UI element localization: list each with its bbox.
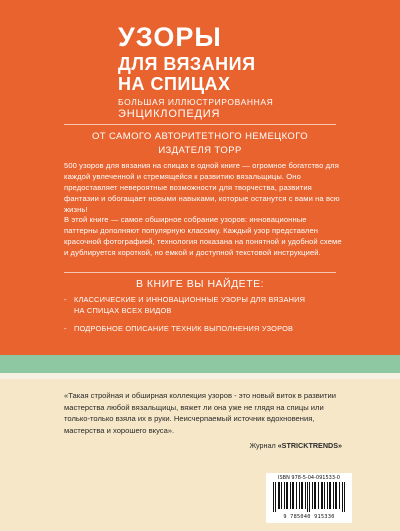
barcode-number: 9 785040 915330: [283, 514, 335, 520]
list-dash: -: [64, 295, 67, 304]
book-title: [118, 24, 288, 120]
review-attribution: [249, 441, 342, 450]
title-line-2: ДЛЯ ВЯЗАНИЯ: [118, 54, 256, 74]
green-stripe: [0, 355, 400, 373]
publisher-tagline: [60, 130, 340, 158]
list-dash: -: [64, 324, 67, 333]
subtitle-line-1: БОЛЬШАЯ ИЛЛЮСТРИРОВАННАЯ: [118, 97, 274, 107]
attribution-source: «STRICKTRENDS»: [277, 441, 342, 450]
publisher-line-1: ОТ САМОГО АВТОРИТЕТНОГО НЕМЕЦКОГО: [91, 131, 309, 142]
feature-item-2-line-1: ПОДРОБНОЕ ОПИСАНИЕ ТЕХНИК ВЫПОЛНЕНИЯ УЗОРОВ: [74, 324, 294, 333]
feature-item-1-line-1: КЛАССИЧЕСКИЕ И ИННОВАЦИОННЫЕ УЗОРЫ ДЛЯ ВЯЗАНИЯ: [74, 295, 306, 304]
description-paragraph-2: В этой книге — самое обширное собрание узоров: инновационные паттерны дополняют популярную классику. Каждый узор представлен красочной фотографией, технология показана на понятной и удобной схеме и дублируется короткой, но емкой и доступной текстовой инструкцией.: [64, 215, 342, 257]
features-heading: В КНИГЕ ВЫ НАЙДЕТЕ:: [135, 278, 265, 290]
attribution-prefix: Журнал: [249, 441, 278, 450]
review-quote: «Такая стройная и обширная коллекция узоров - это новый виток в развитии мастерства любой вязальщицы, вяжет ли она уже не глядя на спицы или только-только взяла их в руки. Неисчерпаемый источник вдохновения, мастерства и хорошего вкуса».: [64, 391, 336, 435]
divider-top: [64, 124, 336, 125]
isbn-label: ISBN 978-5-04-091533-0: [278, 475, 340, 481]
barcode: [266, 473, 352, 523]
feature-item-1-line-2: НА СПИЦАХ ВСЕХ ВИДОВ: [74, 306, 172, 315]
feature-list-item: [64, 323, 344, 334]
divider-middle: [64, 272, 336, 273]
publisher-line-2: ИЗДАТЕЛЯ TOPP: [158, 145, 242, 156]
title-line-3: НА СПИЦАХ: [118, 74, 231, 94]
description-paragraph-1: 500 узоров для вязания на спицах в одной книге — огромное богатство для каждой увлеченной и стремящейся к развитию вязальщицы. Оно предоставляет невероятные возможности для творчества, развития фантазии и обогащает новыми навыками, которые останутся с вами на всю жизнь!: [64, 161, 340, 214]
barcode-bars: [272, 482, 346, 512]
feature-list-item: [64, 294, 344, 316]
subtitle-line-2: ЭНЦИКЛОПЕДИЯ: [118, 108, 221, 120]
title-line-1: УЗОРЫ: [118, 22, 222, 52]
